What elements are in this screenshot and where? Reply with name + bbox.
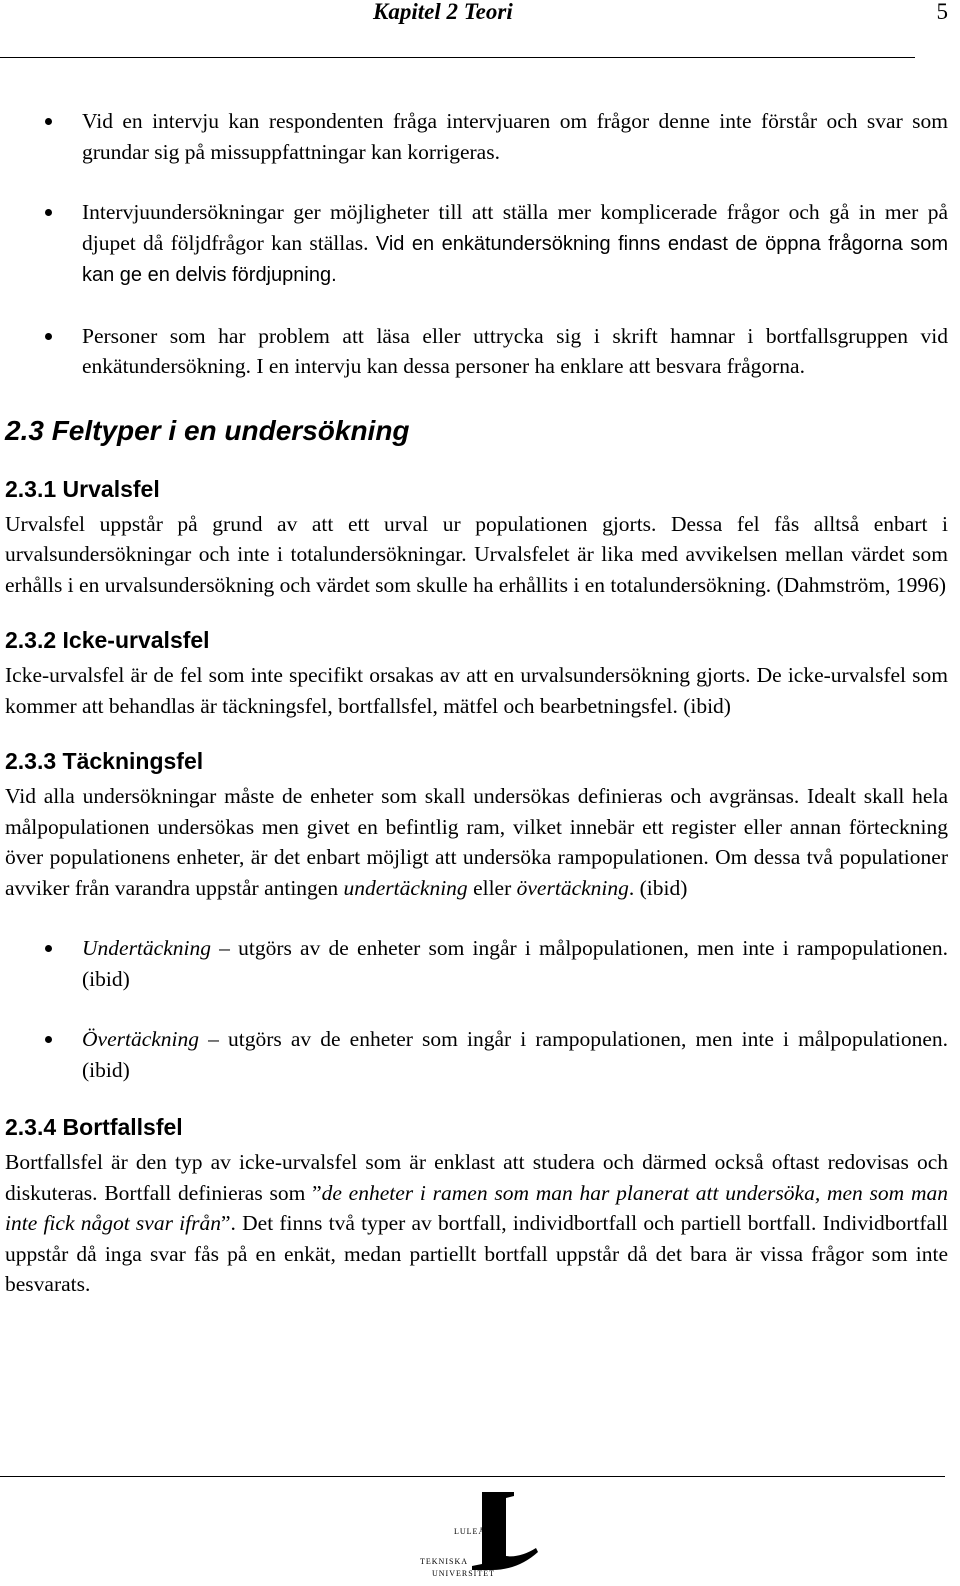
footer-divider (0, 1476, 945, 1477)
bullet-icon (45, 333, 52, 340)
page-number: 5 (936, 0, 948, 24)
list-item: Övertäckning – utgörs av de enheter som ingår i rampopulationen, men inte i målpopulationen. (ibid) (5, 1024, 948, 1085)
list-item: Vid en intervju kan respondenten fråga intervjuaren om frågor denne inte förstår och svar som grundar sig på missuppfattningar kan korrigeras. (5, 106, 948, 167)
paragraph: Vid alla undersökningar måste de enheter som skall undersökas definieras och avgränsas. Idealt skall hela målpopulationen undersökas men givet en befintlig ram, vilket innebär ett register eller annan förteckning över populationens enheter, är det enbart möjligt att undersöka rampopulationen. Om dessa två populationer avviker från varandra uppstår antingen undertäckning eller övertäckning. (ibid) (5, 784, 948, 900)
running-header-title: Kapitel 2 Teori (373, 0, 513, 24)
header-divider (0, 57, 915, 58)
subsection-heading: 2.3.3 Täckningsfel (5, 748, 204, 774)
subsection-heading: 2.3.2 Icke-urvalsfel (5, 627, 210, 653)
page-content (5, 106, 948, 1300)
term-undertackning: undertäckning (343, 875, 468, 900)
coverage-list (5, 933, 948, 1085)
list-item: Personer som har problem att läsa eller uttrycka sig i skrift hamnar i bortfallsgruppen vid enkätundersökning. I en intervju kan dessa personer ha enklare att besvara frågorna. (5, 321, 948, 382)
list-item: Undertäckning – utgörs av de enheter som ingår i målpopulationen, men inte i rampopulationen. (ibid) (5, 933, 948, 994)
logo-line2: TEKNISKA (420, 1557, 468, 1566)
term-overtackning: övertäckning (516, 875, 629, 900)
paragraph: Icke-urvalsfel är de fel som inte specifikt orsakas av att en urvalsundersökning gjorts. De icke-urvalsfel som kommer att behandlas är täckningsfel, bortfallsfel, mätfel och bearbetningsfel. (ibid) (5, 663, 948, 718)
advantages-list (5, 106, 948, 382)
section-heading: 2.3 Feltyper i en undersökning (5, 414, 410, 446)
bullet-icon (45, 945, 52, 952)
subsection-heading: 2.3.1 Urvalsfel (5, 475, 160, 502)
list-item: Intervjuundersökningar ger möjligheter till att ställa mer komplicerade frågor och gå in mer på djupet då följdfrågor kan ställas. Vid en enkätundersökning finns endast de öppna frågorna som kan ge en delvis fördjupning. (5, 197, 948, 291)
bullet-icon (45, 118, 52, 125)
ltu-logo-icon (410, 1490, 540, 1580)
logo-line1: LULEÅ (454, 1527, 486, 1536)
definition-quote: de enheter i ramen som man har planerat att undersöka, men som man inte fick något svar ifrån (5, 1180, 948, 1235)
university-logo (410, 1490, 540, 1580)
bullet-icon (45, 209, 52, 216)
logo-line3: UNIVERSITET (432, 1569, 495, 1578)
bullet-icon (45, 1036, 52, 1043)
subsection-heading: 2.3.4 Bortfallsfel (5, 1114, 183, 1140)
paragraph: Bortfallsfel är den typ av icke-urvalsfel som är enklast att studera och därmed också oftast redovisas och diskuteras. Bortfall definieras som ”de enheter i ramen som man har planerat att undersöka, men som man inte fick något svar ifrån”. Det finns två typer av bortfall, individbortfall och partiell bortfall. Individbortfall uppstår då inga svar fås på en enkät, medan partiellt bortfall uppstår då det bara är vissa frågor som inte besvarats. (5, 1150, 948, 1296)
paragraph: Urvalsfel uppstår på grund av att ett urval ur populationen gjorts. Dessa fel fås alltså enbart i urvalsundersökningar och inte i totalundersökningar. Urvalsfelet är lika med avvikelsen mellan värdet som erhålls i en urvalsundersökning och värdet som skulle ha erhållits i en totalundersökning. (Dahmström, 1996) (5, 511, 948, 597)
